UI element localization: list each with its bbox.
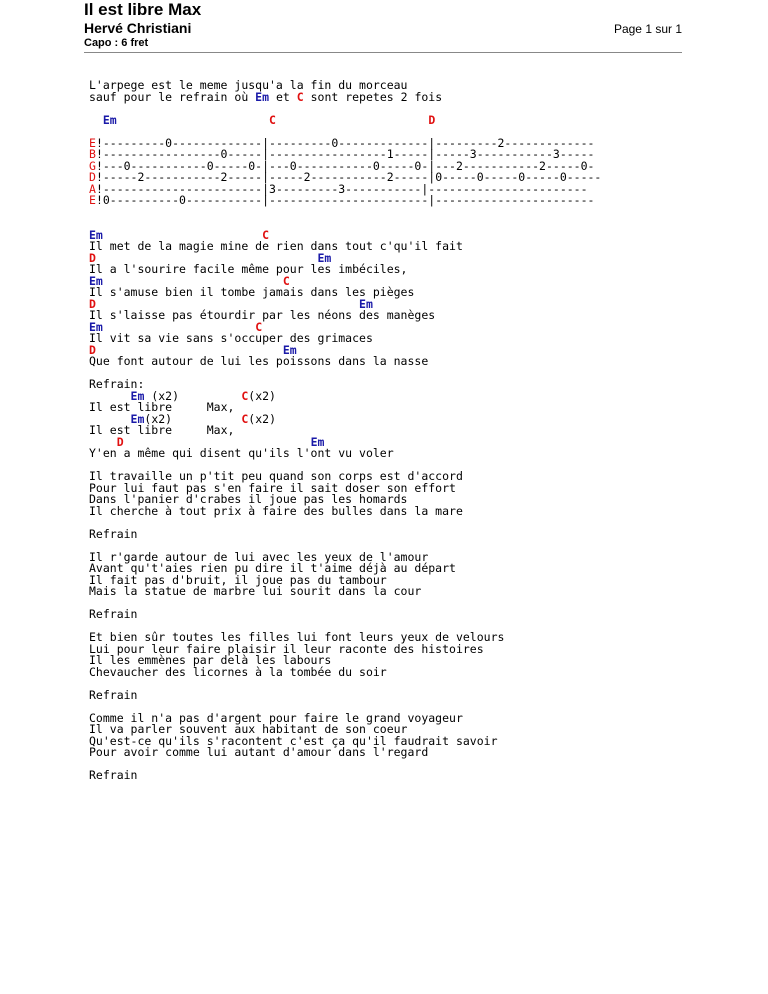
lyric-line: Et bien sûr toutes les filles lui font leurs yeux de velours xyxy=(89,630,505,644)
chord-em: Em xyxy=(255,89,270,104)
chord-em: Em xyxy=(282,342,297,357)
chord-d: D xyxy=(89,342,96,357)
lyric-line: Il r'garde autour de lui avec les yeux de l'amour xyxy=(89,549,429,564)
tab-chord-d: D xyxy=(428,112,436,127)
refrain-marker: Refrain xyxy=(89,607,138,621)
lyric-line: Il travaille un p'tit peu quand son corps est d'accord xyxy=(89,469,463,483)
lyric-line: Lui pour leur faire plaisir il leur raconte des histoires xyxy=(89,641,484,656)
lyric-line: Chevaucher des licornes à la tombée du soir xyxy=(89,664,387,679)
lyric-line: Mais la statue de marbre lui sourit dans la cour xyxy=(89,584,422,598)
chord-em: Em xyxy=(89,319,103,334)
lyric-line: Il va parler souvent aux habitant de son coeur xyxy=(89,722,408,736)
string-name: D xyxy=(89,170,96,184)
lyric-line: Il s'laisse pas étourdir par les néons des manèges xyxy=(89,308,436,322)
string-notes: !---------0-------------|---------0-------------|---------2------------- xyxy=(95,135,595,150)
lyric-line: Comme il n'a pas d'argent pour faire le grand voyageur xyxy=(89,710,463,725)
chord-em: Em xyxy=(310,434,325,449)
string-name: G xyxy=(89,158,96,173)
lyric-text: Max, xyxy=(206,400,235,414)
chord-em: Em xyxy=(89,227,103,242)
repeat-count: (x2) xyxy=(248,411,276,426)
song-content xyxy=(89,80,689,782)
refrain-marker: Refrain xyxy=(89,526,138,541)
page-number: Page 1 sur 1 xyxy=(613,22,682,36)
blank-line xyxy=(89,759,689,771)
chord-c: C xyxy=(296,89,304,104)
chord-em: Em xyxy=(317,250,332,265)
lyric-text: Il est libre xyxy=(89,400,173,414)
chord-d: D xyxy=(116,434,124,449)
chord-c: C xyxy=(241,388,249,403)
chord-c: C xyxy=(255,319,263,334)
song-artist: Hervé Christiani xyxy=(84,20,192,36)
lyric-line: Il met de la magie mine de rien dans tout c'qu'il fait xyxy=(89,239,463,253)
intro-text: et xyxy=(269,89,297,104)
lyric-line: Il les emmènes par delà les labours xyxy=(89,653,332,667)
string-name: A xyxy=(89,181,96,196)
capo-info: Capo : 6 fret xyxy=(84,37,149,49)
lyric-text: Max, xyxy=(206,423,235,437)
lyric-line: Il fait pas d'bruit, il joue pas du tambour xyxy=(89,572,387,587)
refrain-label: Refrain: xyxy=(89,377,145,391)
lyric-line: Qu'est-ce qu'ils s'racontent c'est ça qu'il faudrait savoir xyxy=(89,733,498,748)
chord-em: Em xyxy=(89,273,103,288)
chord-em: Em xyxy=(359,296,373,311)
lyric-line: Pour lui faut pas s'en faire il sait doser son effort xyxy=(89,480,456,495)
chord-c: C xyxy=(282,273,290,288)
intro-text: sauf pour le refrain où xyxy=(89,89,256,104)
string-notes: !-----------------0-----|-----------------1-----|-----3-----------3----- xyxy=(95,147,595,161)
tab-chord-c: C xyxy=(269,112,276,127)
intro-text: sont repetes 2 fois xyxy=(303,89,443,104)
intro-line-1: L'arpege est le meme jusqu'a la fin du morceau xyxy=(89,78,408,92)
tab-chord-row xyxy=(89,112,689,127)
string-notes: !---0-----------0-----0-|---0-----------0-----0-|---2-----------2-----0- xyxy=(95,158,595,173)
blank-line xyxy=(89,598,689,610)
header-divider xyxy=(84,52,682,53)
string-name: E xyxy=(89,193,96,207)
tab-string-e-low xyxy=(89,195,689,207)
repeat-count: (x2) xyxy=(248,388,276,403)
chord-em: Em xyxy=(130,388,145,403)
chord-em: Em xyxy=(130,411,145,426)
lyric-line: Que font autour de lui les poissons dans la nasse xyxy=(89,354,429,368)
chord-c: C xyxy=(241,411,249,426)
chord-c: C xyxy=(262,227,270,242)
string-notes: !-----2-----------2-----|-----2-----------2-----|0-----0-----0-----0----- xyxy=(95,170,602,184)
lyric-line: Il vit sa vie sans s'occuper des grimaces xyxy=(89,331,373,345)
refrain-marker: Refrain xyxy=(89,768,138,782)
song-title: Il est libre Max xyxy=(84,0,202,19)
refrain-marker: Refrain xyxy=(89,687,138,702)
lyric-text: Il est libre xyxy=(89,423,173,437)
blank-line xyxy=(89,517,689,529)
lyric-line: Y'en a même qui disent qu'ils l'ont vu voler xyxy=(89,446,394,460)
repeat-count: (x2) xyxy=(144,411,173,426)
tab-chord-em: Em xyxy=(102,112,117,127)
blank-line xyxy=(89,368,689,380)
blank-line xyxy=(89,207,689,219)
lyric-line: Pour avoir comme lui autant d'amour dans l'regard xyxy=(89,745,429,759)
intro-line-2 xyxy=(89,89,689,104)
repeat-count: (x2) xyxy=(144,388,180,403)
chord-d: D xyxy=(89,250,96,265)
string-notes: !-----------------------|3---------3-----------|----------------------- xyxy=(95,181,588,196)
chord-d: D xyxy=(89,296,96,311)
lyric-line: Il cherche à tout prix à faire des bulles dans la mare xyxy=(89,503,463,518)
page-header xyxy=(84,0,682,51)
string-name: B xyxy=(89,147,96,161)
string-notes: !0----------0-----------|-----------------------|----------------------- xyxy=(95,193,595,207)
lyric-line: Dans l'panier d'crabes il joue pas les homards xyxy=(89,492,408,506)
string-name: E xyxy=(89,135,96,150)
lyric-line: Il a l'sourire facile même pour les imbéciles, xyxy=(89,262,408,276)
lyric-line: Avant qu't'aies rien pu dire il t'aime déjà au départ xyxy=(89,561,456,575)
blank-line xyxy=(89,678,689,690)
lyric-line: Il s'amuse bien il tombe jamais dans les pièges xyxy=(89,285,415,299)
